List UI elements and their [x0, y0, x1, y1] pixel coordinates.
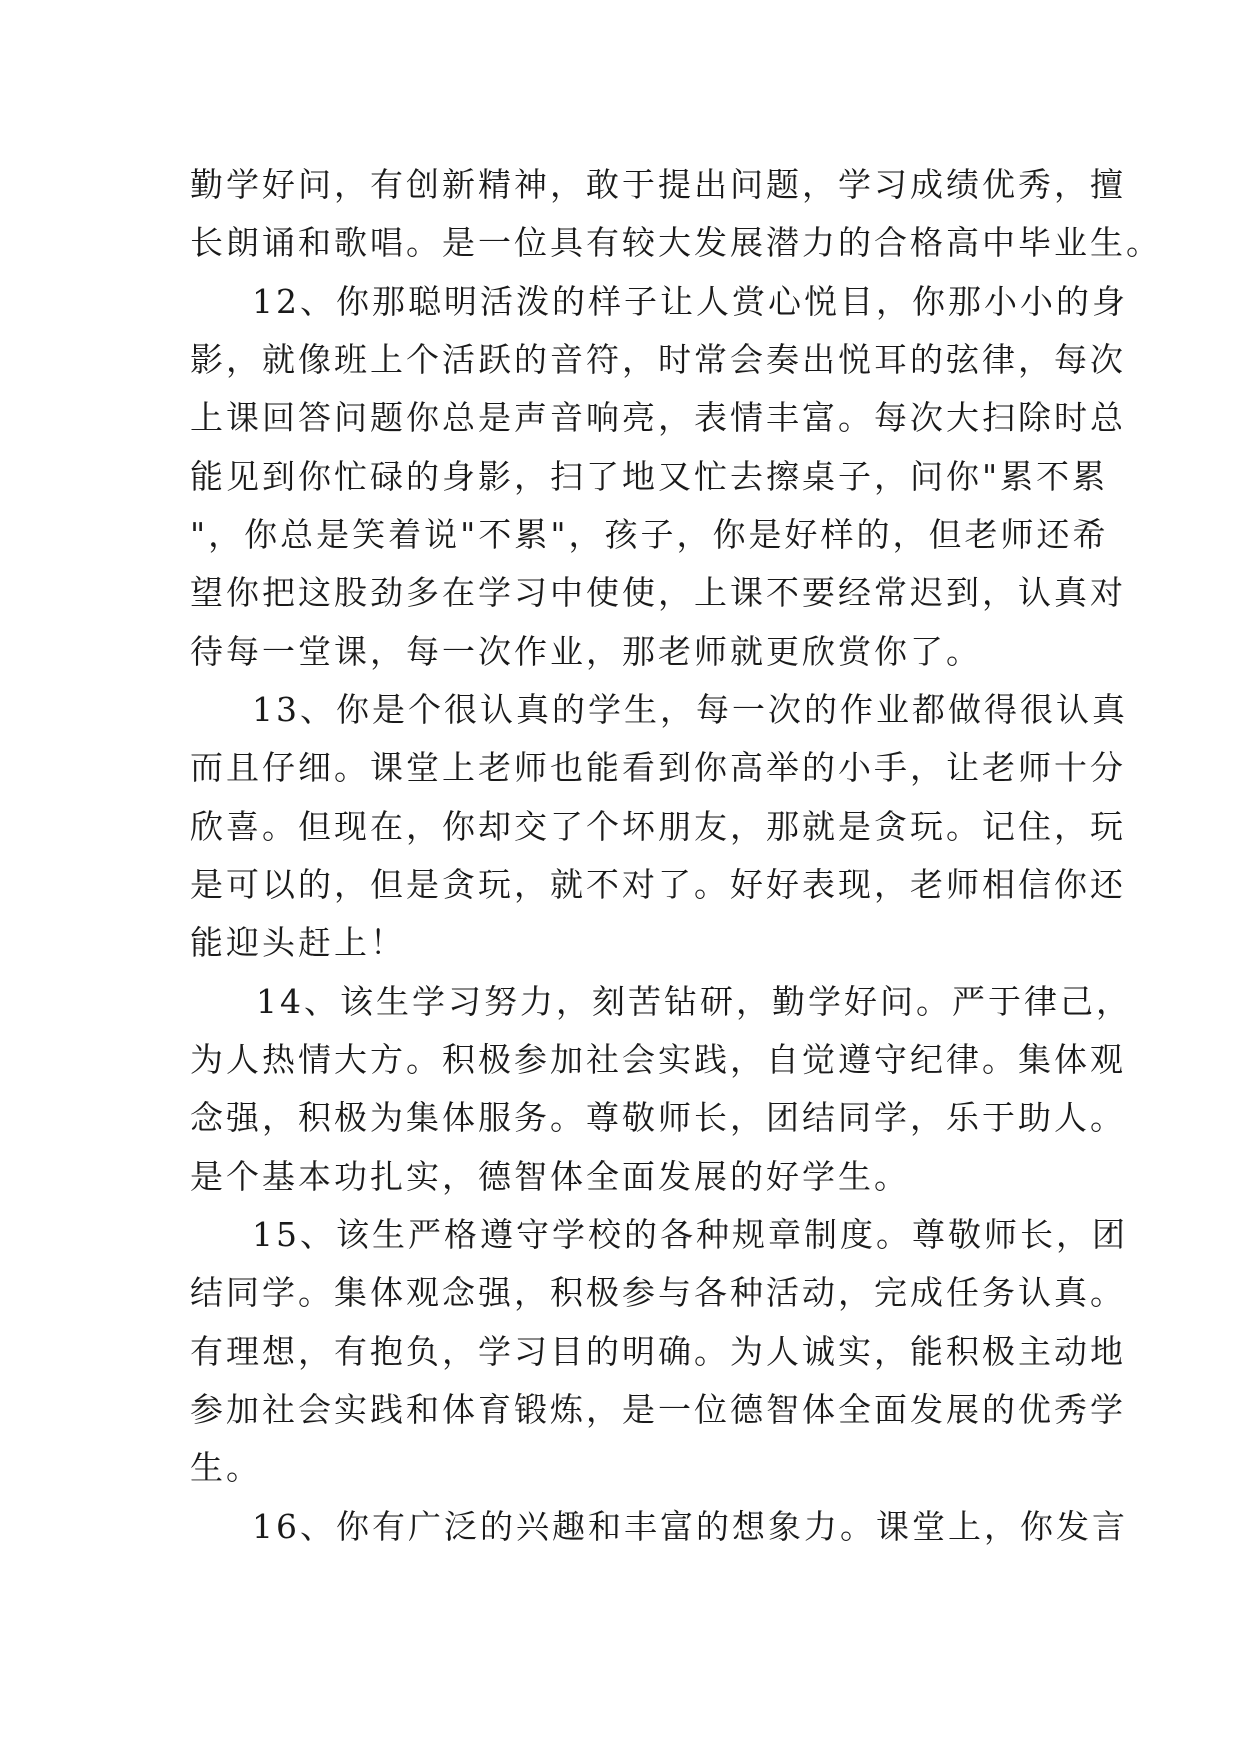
text-line: 望你把这股劲多在学习中使使，上课不要经常迟到，认真对 [190, 573, 1126, 612]
text-line: 上课回答问题你总是声音响亮，表情丰富。每次大扫除时总 [190, 398, 1126, 437]
text-line: 生。 [190, 1448, 262, 1487]
text-line: 影，就像班上个活跃的音符，时常会奏出悦耳的弦律，每次 [190, 340, 1126, 379]
text-line: 结同学。集体观念强，积极参与各种活动，完成任务认真。 [190, 1273, 1126, 1312]
text-line: 为人热情大方。积极参加社会实践，自觉遵守纪律。集体观 [190, 1040, 1126, 1079]
text-line: 勤学好问，有创新精神，敢于提出问题，学习成绩优秀，擅 [190, 165, 1126, 204]
text-line: 待每一堂课，每一次作业，那老师就更欣赏你了。 [190, 632, 982, 671]
paragraph-16-start: 16、你有广泛的兴趣和丰富的想象力。课堂上，你发言 [252, 1507, 1128, 1546]
text-line: "，你总是笑着说"不累"，孩子，你是好样的，但老师还希 [190, 515, 1109, 554]
text-line: 能见到你忙碌的身影，扫了地又忙去擦桌子，问你"累不累 [190, 457, 1109, 496]
text-line: 念强，积极为集体服务。尊敬师长，团结同学，乐于助人。 [190, 1098, 1126, 1137]
text-line: 是可以的，但是贪玩，就不对了。好好表现，老师相信你还 [190, 865, 1126, 904]
paragraph-15-start: 15、该生严格遵守学校的各种规章制度。尊敬师长，团 [252, 1215, 1128, 1254]
paragraph-14-start: 14、该生学习努力，刻苦钻研，勤学好问。严于律己， [256, 982, 1132, 1021]
text-line: 能迎头赶上！ [190, 923, 406, 962]
text-line: 而且仔细。课堂上老师也能看到你高举的小手，让老师十分 [190, 748, 1126, 787]
text-line: 是个基本功扎实，德智体全面发展的好学生。 [190, 1157, 910, 1196]
text-line: 欣喜。但现在，你却交了个坏朋友，那就是贪玩。记住，玩 [190, 807, 1126, 846]
paragraph-12-start: 12、你那聪明活泼的样子让人赏心悦目，你那小小的身 [252, 282, 1128, 321]
paragraph-13-start: 13、你是个很认真的学生，每一次的作业都做得很认真 [252, 690, 1128, 729]
text-line: 参加社会实践和体育锻炼，是一位德智体全面发展的优秀学 [190, 1390, 1126, 1429]
text-line: 有理想，有抱负，学习目的明确。为人诚实，能积极主动地 [190, 1332, 1126, 1371]
text-line: 长朗诵和歌唱。是一位具有较大发展潜力的合格高中毕业生。 [190, 223, 1162, 262]
